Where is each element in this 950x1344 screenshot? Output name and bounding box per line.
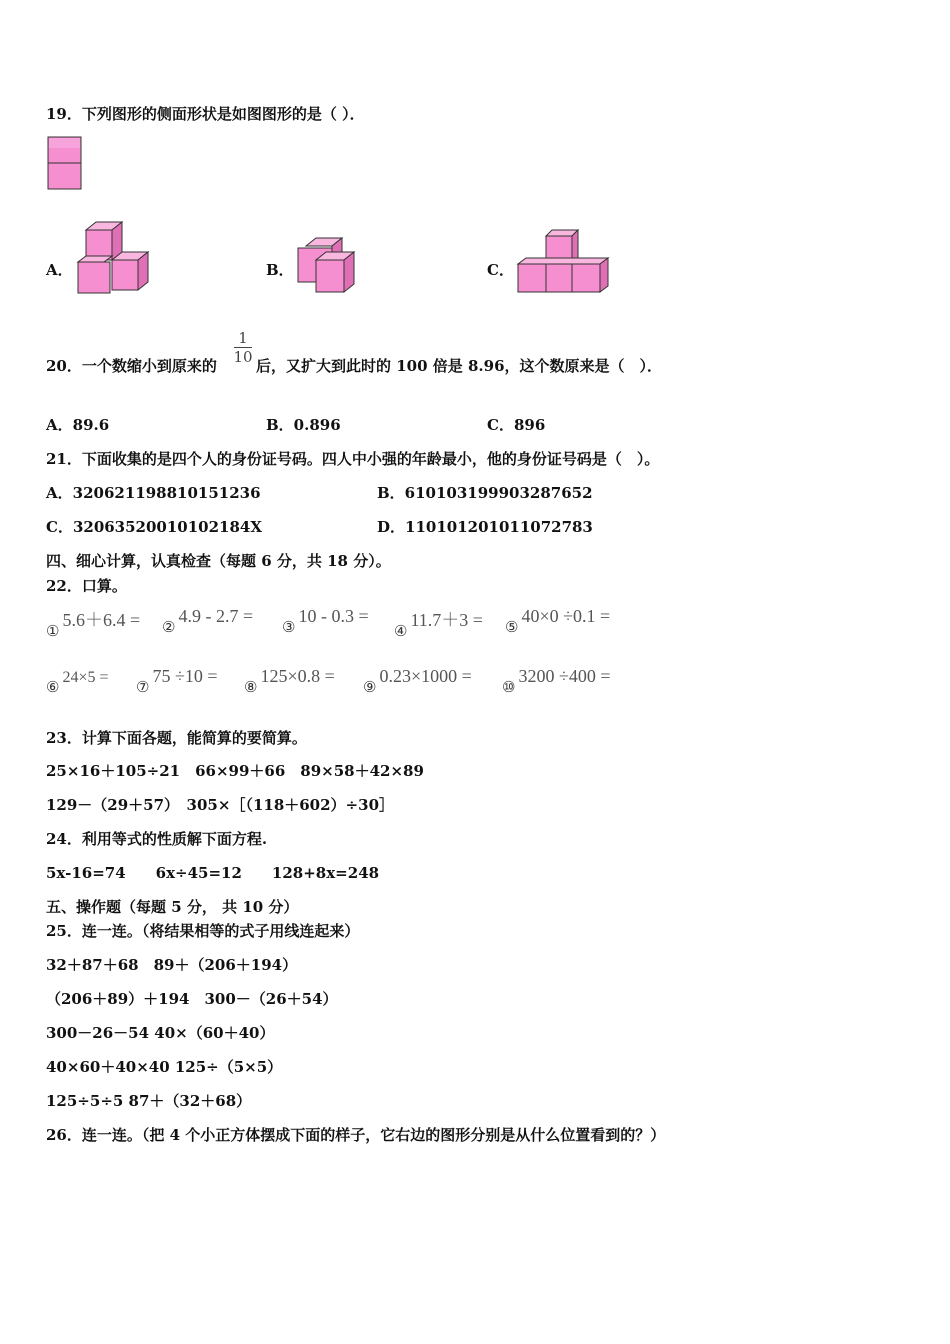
calc-number: ⑩	[502, 680, 516, 696]
calc-item	[46, 666, 109, 696]
q19-option-a-figure[interactable]	[76, 220, 156, 296]
q20-option-a[interactable]: A．89.6	[46, 416, 110, 434]
calc-expression: 3200 ÷400 =	[518, 666, 611, 686]
calc-item	[244, 666, 335, 696]
section-4-heading: 四、细心计算，认真检查（每题 6 分，共 18 分）。	[46, 552, 391, 570]
calc-expression: 75 ÷10 =	[152, 666, 218, 686]
calc-number: ⑥	[46, 680, 60, 696]
q19-text: 19．下列图形的侧面形状是如图图形的是（ ）．	[46, 105, 365, 123]
q25-line-3: 300－26－54 40×（60＋40）	[46, 1024, 275, 1042]
q25-line-4: 40×60＋40×40 125÷（5×5）	[46, 1058, 283, 1076]
q24-title: 24．利用等式的性质解下面方程.	[46, 830, 268, 848]
calc-expression: 11.7＋3 =	[410, 610, 483, 630]
q26-title: 26．连一连。（把 4 个小正方体摆成下面的样子，它右边的图形分别是从什么位置看到的？）	[46, 1126, 666, 1144]
q25-line-5: 125÷5÷5 87＋（32＋68）	[46, 1092, 252, 1110]
calc-item	[162, 606, 254, 636]
calc-number: ②	[162, 620, 176, 636]
q21-option-a[interactable]: A．320621198810151236	[46, 484, 261, 502]
calc-item	[282, 606, 369, 636]
calc-expression: 4.9 - 2.7 =	[178, 606, 254, 626]
q21-text: 21．下面收集的是四个人的身份证号码。四人中小强的年龄最小，他的身份证号码是（ ）。	[46, 450, 660, 468]
q25-title: 25．连一连。（将结果相等的式子用线连起来）	[46, 922, 360, 940]
q22-title: 22．口算。	[46, 577, 127, 595]
calc-number: ⑧	[244, 680, 258, 696]
q21-option-b[interactable]: B．610103199903287652	[377, 484, 593, 502]
calc-number: ⑤	[505, 620, 519, 636]
q23-line-2: 129－（29＋57） 305×［（118＋602）÷30］	[46, 796, 395, 814]
q25-line-2: （206＋89）＋194 300－（26＋54）	[46, 990, 338, 1008]
q23-title: 23．计算下面各题，能简算的要简算。	[46, 729, 307, 747]
q23-line-1: 25×16＋105÷21 66×99＋66 89×58＋42×89	[46, 762, 424, 780]
q20-option-b[interactable]: B．0.896	[266, 416, 341, 434]
q20-fraction-numerator: 1	[238, 329, 248, 347]
q19-option-b-label: B．	[266, 261, 294, 279]
q24-line-1: 5x-16=74 6x÷45=12 128+8x=248	[46, 864, 380, 882]
calc-item	[46, 606, 141, 640]
calc-item	[502, 666, 611, 696]
q20-fraction	[232, 329, 254, 366]
q19-option-a-label: A．	[46, 261, 73, 279]
calc-expression: 0.23×1000 =	[379, 666, 472, 686]
calc-expression: 10 - 0.3 =	[298, 606, 369, 626]
q21-option-d[interactable]: D．110101201011072783	[377, 518, 593, 536]
calc-item	[394, 606, 483, 640]
q20-fraction-denominator: 10	[233, 348, 253, 366]
q20-option-c[interactable]: C．896	[487, 416, 546, 434]
calc-expression: 5.6＋6.4 =	[62, 610, 141, 630]
calc-number: ①	[46, 624, 60, 640]
calc-number: ③	[282, 620, 296, 636]
calc-number: ⑦	[136, 680, 150, 696]
calc-number: ④	[394, 624, 408, 640]
calc-item	[363, 666, 472, 696]
q20-text-before: 20．一个数缩小到原来的	[46, 357, 217, 375]
q20-text-after: 后，又扩大到此时的 100 倍是 8.96，这个数原来是（ ）．	[256, 357, 663, 375]
calc-expression: 40×0 ÷0.1 =	[521, 606, 611, 626]
calc-item	[505, 606, 611, 636]
q19-side-view-figure	[47, 136, 83, 192]
q21-option-c[interactable]: C．32063520010102184X	[46, 518, 263, 536]
calc-number: ⑨	[363, 680, 377, 696]
q25-line-1: 32＋87＋68 89＋（206＋194）	[46, 956, 298, 974]
section-5-heading: 五、操作题（每题 5 分， 共 10 分）	[46, 898, 299, 916]
calc-expression: 24×5 =	[62, 669, 109, 686]
calc-expression: 125×0.8 =	[260, 666, 335, 686]
q19-option-b-figure[interactable]	[296, 236, 366, 296]
q19-option-c-figure[interactable]	[516, 228, 616, 296]
q19-option-c-label: C．	[487, 261, 514, 279]
calc-item	[136, 666, 218, 696]
